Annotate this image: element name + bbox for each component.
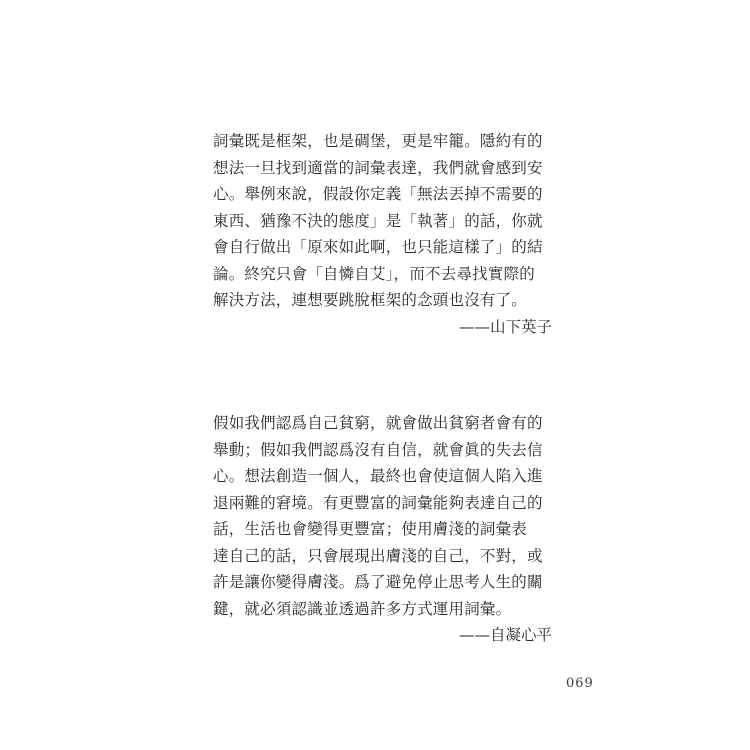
quote-block-jigyo <box>213 410 558 649</box>
quote-line: 解決方法，連想要跳脫框架的念頭也沒有了。 <box>213 291 528 309</box>
quote-line: 心。想法創造一個人，最終也會使這個人陷入進 <box>213 467 543 485</box>
quote-attribution: ——自凝心平 <box>458 626 552 644</box>
quote-block-yamashita <box>213 128 558 340</box>
quote-line: 想法一旦找到適當的詞彙表達，我們就會感到安 <box>213 158 543 177</box>
quote-attribution: ——山下英子 <box>458 317 552 336</box>
quote-line: 退兩難的窘境。有更豐富的詞彙能夠表達自己的 <box>213 493 543 512</box>
quote-line: 詞彙既是框架，也是碉堡，更是牢籠。隱約有的 <box>213 132 543 150</box>
quote-line: 東西、猶豫不決的態度」是「執著」的話，你就 <box>213 211 543 230</box>
quote-line: 達自己的話，只會展現出膚淺的自己，不對，或 <box>213 546 543 565</box>
page-number: 069 <box>566 676 594 691</box>
quote-line: 心。舉例來說，假設你定義「無法丟掉不需要的 <box>213 185 543 203</box>
quote-line: 假如我們認爲自己貧窮，就會做出貧窮者會有的 <box>213 414 543 432</box>
quote-line: 舉動；假如我們認爲沒有自信，就會眞的失去信 <box>213 440 543 459</box>
quote-line: 會自行做出「原來如此啊，也只能這樣了」的結 <box>213 238 543 256</box>
quote-line: 許是讓你變得膚淺。爲了避免停止思考人生的關 <box>213 573 543 591</box>
quote-line: 鍵，就必須認識並透過許多方式運用詞彙。 <box>213 599 512 618</box>
quote-line: 話，生活也會變得更豐富；使用膚淺的詞彙表 <box>213 520 528 538</box>
quote-line: 論。終究只會「自憐自艾」，而不去尋找實際的 <box>213 264 535 283</box>
